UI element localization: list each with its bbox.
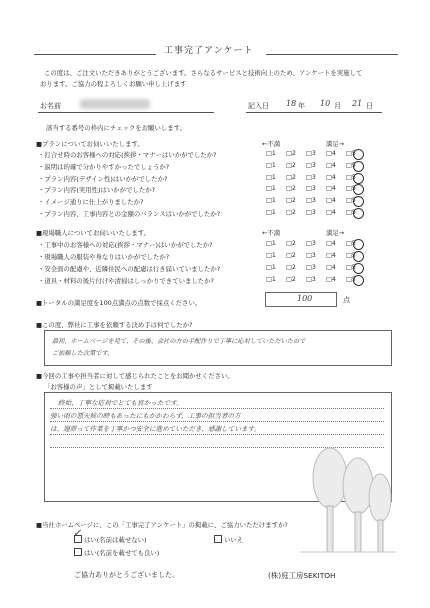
rating-option-4[interactable]: □4 <box>326 185 336 193</box>
rating-option-3[interactable]: □3 <box>306 252 316 259</box>
question-label: ・プラン内容(デザイン性)はいかがでしたか? <box>38 174 168 183</box>
rating-option-4[interactable]: □4 <box>326 252 336 259</box>
rating-option-5[interactable]: □5 <box>346 209 356 216</box>
date-year: 18 <box>286 99 297 108</box>
rating-option-2[interactable]: □2 <box>286 150 296 157</box>
rating-option-2[interactable]: □2 <box>286 240 296 247</box>
tree-illustration <box>300 438 396 556</box>
question-label: ・安全面の配慮や、近隣住民への配慮は行き届いていましたか? <box>38 265 221 273</box>
rating-option-2[interactable]: □2 <box>286 264 296 271</box>
rating-option-3[interactable]: □3 <box>306 209 316 216</box>
publish-option-yes-anonymous[interactable] <box>74 535 147 544</box>
selected-rating-mark <box>353 208 364 219</box>
name-underline <box>38 112 214 113</box>
date-month: 10 <box>320 99 331 108</box>
question-label: ・道具・材料の後片付けや清掃はしっかりできていましたか? <box>38 277 214 285</box>
rating-option-4[interactable]: □4 <box>326 197 336 205</box>
rating-option-3[interactable]: □3 <box>306 197 316 205</box>
rating-option-2[interactable]: □2 <box>286 185 296 193</box>
scale-right-label: 満足→ <box>326 140 345 148</box>
title-rule-left <box>34 54 156 55</box>
intro-line-1: この度は、ご注文いただきありがとうございます。さらなるサービスと技術向上のため、アンケートを実施して <box>44 69 363 77</box>
publish-option-yes-named[interactable] <box>74 548 159 557</box>
rating-option-3[interactable]: □3 <box>306 276 316 283</box>
selected-rating-mark <box>353 263 364 274</box>
rating-option-4[interactable]: □4 <box>326 209 336 216</box>
rating-option-3[interactable]: □3 <box>306 150 316 157</box>
publish-check-mark: ✓ <box>73 528 82 539</box>
question-label: ・プラン内容、工事内容との金額のバランスはいかがでしたか? <box>38 210 221 218</box>
selected-rating-mark <box>353 196 364 207</box>
staff-heading: ■現場職人についてお伺いいたします。 <box>36 229 151 237</box>
question-label: ・説明は的確で分かりやすかったでしょうか? <box>38 162 170 171</box>
rating-option-4[interactable]: □4 <box>326 150 336 157</box>
rating-option-5[interactable]: □5 <box>346 264 356 271</box>
rating-option-1[interactable]: □1 <box>266 185 276 193</box>
reason-answer-line-1: 最初、ホームページを見て、その後、会社の方の手配作りで丁寧に応対していただいたので <box>52 338 306 345</box>
voice-ruled-line <box>50 408 384 409</box>
publish-checkbox[interactable] <box>74 548 82 556</box>
intro-line-2: おります。ご協力の程よろしくお願い申し上げます <box>40 80 187 88</box>
reason-answer-line-2: ご依頼した次第です。 <box>52 350 114 357</box>
selected-rating-mark <box>353 251 364 262</box>
rating-option-5[interactable]: □5 <box>346 197 356 205</box>
rating-option-1[interactable]: □1 <box>266 161 276 169</box>
question-label: ・現場職人の服装や身なりはいかがでしたか? <box>38 253 170 261</box>
selected-rating-mark <box>353 161 364 172</box>
form-title: 工事完了アンケート <box>164 46 254 56</box>
question-label: ・工事中のお客様への対応(挨拶・マナー)はいかがでしたか? <box>38 241 213 249</box>
rating-option-3[interactable]: □3 <box>306 185 316 193</box>
footer-company: (株)庭工房SEKITOH <box>268 571 336 580</box>
selected-rating-mark <box>353 275 364 286</box>
check-instruction: 該当する番号の枠内にチェックをお願いします。 <box>46 124 186 132</box>
question-label: ・プラン内容(実用性)はいかがでしたか? <box>38 186 156 195</box>
rating-option-4[interactable]: □4 <box>326 173 336 181</box>
date-day: 21 <box>352 99 363 108</box>
footer-thanks: ご協力ありがとうございました。 <box>74 571 179 579</box>
voice-label: 「お客様の声」として掲載いたします <box>44 383 153 391</box>
rating-option-1[interactable]: □1 <box>266 150 276 157</box>
publish-option-label: はい(名前は載せない) <box>84 536 147 544</box>
question-label: ・イメージ通りに仕上がりましたか? <box>38 198 144 207</box>
rating-option-5[interactable]: □5 <box>346 185 356 193</box>
rating-option-1[interactable]: □1 <box>266 252 276 259</box>
name-label: お名前 <box>40 102 61 110</box>
title-rule-right <box>266 54 398 55</box>
rating-option-3[interactable]: □3 <box>306 264 316 271</box>
rating-option-5[interactable]: □5 <box>346 252 356 259</box>
rating-option-5[interactable]: □5 <box>346 150 356 157</box>
rating-option-5[interactable]: □5 <box>346 161 356 169</box>
rating-option-2[interactable]: □2 <box>286 252 296 259</box>
score-unit: 点 <box>343 296 350 304</box>
selected-rating-mark <box>353 184 364 195</box>
voice-ruled-line <box>50 434 384 435</box>
rating-option-1[interactable]: □1 <box>266 240 276 247</box>
rating-option-2[interactable]: □2 <box>286 209 296 216</box>
selected-rating-mark <box>353 173 364 184</box>
date-year-unit: 年 <box>298 102 305 110</box>
plan-heading: ■プランについてお伺いいたします。 <box>36 140 144 148</box>
rating-option-1[interactable]: □1 <box>266 276 276 283</box>
rating-option-2[interactable]: □2 <box>286 197 296 205</box>
name-redacted <box>80 99 150 109</box>
overall-heading: ■トータルの満足度を100点満点の点数で採点ください。 <box>36 299 202 307</box>
staff-scale-left-label: ←不満 <box>262 229 281 237</box>
score-value: 100 <box>297 294 313 303</box>
rating-option-1[interactable]: □1 <box>266 173 276 181</box>
rating-option-1[interactable]: □1 <box>266 197 276 205</box>
publish-option-label: いいえ <box>224 536 244 544</box>
voice-ruled-line <box>50 421 384 422</box>
voice-answer-line-2: 強い雨の悪天候の時もあったにもかかわらず、工事の担当者の方 <box>50 412 241 420</box>
date-underline <box>246 112 382 113</box>
rating-option-5[interactable]: □5 <box>346 240 356 247</box>
rating-option-4[interactable]: □4 <box>326 161 336 169</box>
publish-option-label: はい(名前を載せても良い) <box>84 549 160 557</box>
voice-answer-line-1: 終始、丁寧な応対でとても良かったです。 <box>58 399 183 407</box>
reason-heading: ■この度、弊社に工事を依頼する決め手は何でしたか? <box>36 321 193 329</box>
publish-heading: ■当社ホームページに、この「工事完了アンケート」の掲載に、ご協力いただけますか? <box>36 521 288 529</box>
staff-scale-right-label: 満足→ <box>326 229 345 237</box>
date-month-unit: 月 <box>334 102 341 110</box>
rating-option-4[interactable]: □4 <box>326 240 336 247</box>
voice-heading: ■今回の工事や担当者に対して感じられたことをお聞かせください。 <box>36 372 234 380</box>
voice-answer-line-3: は、遅滞って作業を丁寧かつ安全に進めていただき、感謝しています。 <box>50 425 261 433</box>
date-day-unit: 日 <box>366 102 373 110</box>
publish-option-no[interactable] <box>214 535 243 544</box>
rating-option-4[interactable]: □4 <box>326 264 336 271</box>
rating-option-4[interactable]: □4 <box>326 276 336 283</box>
rating-option-2[interactable]: □2 <box>286 276 296 283</box>
rating-option-3[interactable]: □3 <box>306 161 316 169</box>
rating-option-2[interactable]: □2 <box>286 161 296 169</box>
scale-left-label: ←不満 <box>262 140 281 148</box>
rating-option-3[interactable]: □3 <box>306 173 316 181</box>
date-label: 記入日 <box>248 102 269 110</box>
rating-option-5[interactable]: □5 <box>346 276 356 283</box>
question-label: ・打合せ時のお客様への対応(挨拶・マナーはいかがでしたか? <box>38 151 217 159</box>
rating-option-3[interactable]: □3 <box>306 240 316 247</box>
rating-option-1[interactable]: □1 <box>266 264 276 271</box>
selected-rating-mark <box>353 149 364 160</box>
rating-option-1[interactable]: □1 <box>266 209 276 216</box>
selected-rating-mark <box>353 239 364 250</box>
rating-option-2[interactable]: □2 <box>286 173 296 181</box>
publish-checkbox[interactable] <box>214 535 222 543</box>
rating-option-5[interactable]: □5 <box>346 173 356 181</box>
